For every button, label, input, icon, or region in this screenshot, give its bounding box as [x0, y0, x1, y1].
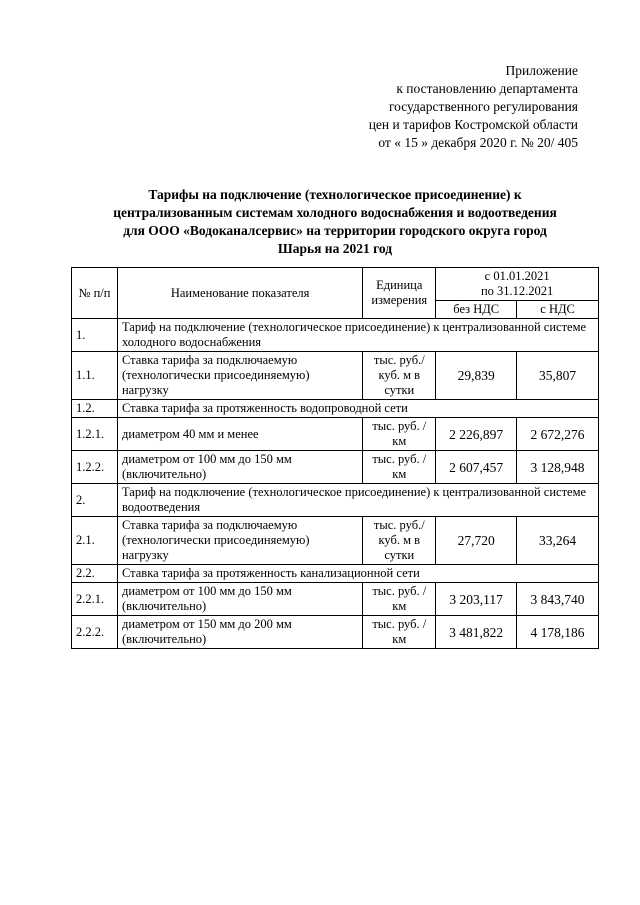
row-name: Ставка тарифа за подключаемую (технологически присоединяемую) нагрузку [117, 517, 362, 565]
header-number: № п/п [72, 268, 118, 319]
row-value-with-vat: 35,807 [517, 352, 599, 400]
row-value-without-vat: 2 607,457 [436, 451, 517, 484]
table-section-row [72, 484, 599, 517]
tariff-table [71, 267, 599, 649]
row-number: 1. [72, 319, 118, 352]
row-number: 2.2. [72, 565, 118, 583]
header-with-vat: с НДС [517, 301, 599, 319]
row-name: диаметром 40 мм и менее [117, 418, 362, 451]
row-name: Ставка тарифа за подключаемую (технологически присоединяемую) нагрузку [117, 352, 362, 400]
appendix-block [369, 62, 578, 152]
table-row [72, 583, 599, 616]
row-value-without-vat: 27,720 [436, 517, 517, 565]
row-number: 2.1. [72, 517, 118, 565]
row-section-name: Ставка тарифа за протяженность водопроводной сети [117, 400, 598, 418]
title-line: Тарифы на подключение (технологическое присоединение) к [148, 187, 522, 202]
appendix-line: государственного регулирования [388, 99, 578, 114]
row-value-with-vat: 4 178,186 [517, 616, 599, 649]
row-value-with-vat: 3 843,740 [517, 583, 599, 616]
row-value-with-vat: 33,264 [517, 517, 599, 565]
table-row [72, 451, 599, 484]
row-value-without-vat: 2 226,897 [436, 418, 517, 451]
row-number: 1.2. [72, 400, 118, 418]
row-number: 2.2.2. [72, 616, 118, 649]
row-section-name: Ставка тарифа за протяженность канализационной сети [117, 565, 598, 583]
row-value-without-vat: 3 481,822 [436, 616, 517, 649]
row-section-name: Тариф на подключение (технологическое присоединение) к централизованной системе холодного водоснабжения [117, 319, 598, 352]
appendix-line: цен и тарифов Костромской области [368, 117, 578, 132]
header-period-to: по 31.12.2021 [436, 284, 599, 301]
table-section-row [72, 319, 599, 352]
table-row [72, 616, 599, 649]
row-section-name: Тариф на подключение (технологическое присоединение) к централизованной системе водоотведения [117, 484, 598, 517]
title-line: Шарья на 2021 год [277, 241, 393, 256]
header-without-vat: без НДС [436, 301, 517, 319]
row-unit: тыс. руб. /км [363, 418, 436, 451]
row-number: 2. [72, 484, 118, 517]
table-row [72, 352, 599, 400]
title-line: для ООО «Водоканалсервис» на территории городского округа город [123, 223, 547, 238]
row-name: диаметром от 100 мм до 150 мм (включительно) [117, 583, 362, 616]
row-number: 1.2.1. [72, 418, 118, 451]
title-line: централизованным системам холодного водоснабжения и водоотведения [113, 205, 557, 220]
appendix-line: Приложение [505, 63, 578, 78]
row-value-with-vat: 2 672,276 [517, 418, 599, 451]
header-name: Наименование показателя [117, 268, 362, 319]
table-row [72, 517, 599, 565]
table-section-row [72, 565, 599, 583]
row-unit: тыс. руб. /км [363, 583, 436, 616]
row-number: 2.2.1. [72, 583, 118, 616]
row-unit: тыс. руб. /км [363, 616, 436, 649]
row-name: диаметром от 150 мм до 200 мм (включительно) [117, 616, 362, 649]
row-number: 1.2.2. [72, 451, 118, 484]
table-row [72, 418, 599, 451]
appendix-line: от « 15 » декабря 2020 г. № 20/ 405 [378, 135, 578, 150]
appendix-line: к постановлению департамента [396, 81, 578, 96]
row-unit: тыс. руб./ куб. м в сутки [363, 517, 436, 565]
row-unit: тыс. руб. /км [363, 451, 436, 484]
document-title [70, 186, 600, 258]
row-value-without-vat: 29,839 [436, 352, 517, 400]
row-value-with-vat: 3 128,948 [517, 451, 599, 484]
header-period-from: с 01.01.2021 [436, 268, 599, 285]
table-section-row [72, 400, 599, 418]
row-unit: тыс. руб./ куб. м в сутки [363, 352, 436, 400]
header-unit: Единица измерения [363, 268, 436, 319]
row-value-without-vat: 3 203,117 [436, 583, 517, 616]
row-number: 1.1. [72, 352, 118, 400]
row-name: диаметром от 100 мм до 150 мм (включительно) [117, 451, 362, 484]
table-header-row [72, 268, 599, 285]
